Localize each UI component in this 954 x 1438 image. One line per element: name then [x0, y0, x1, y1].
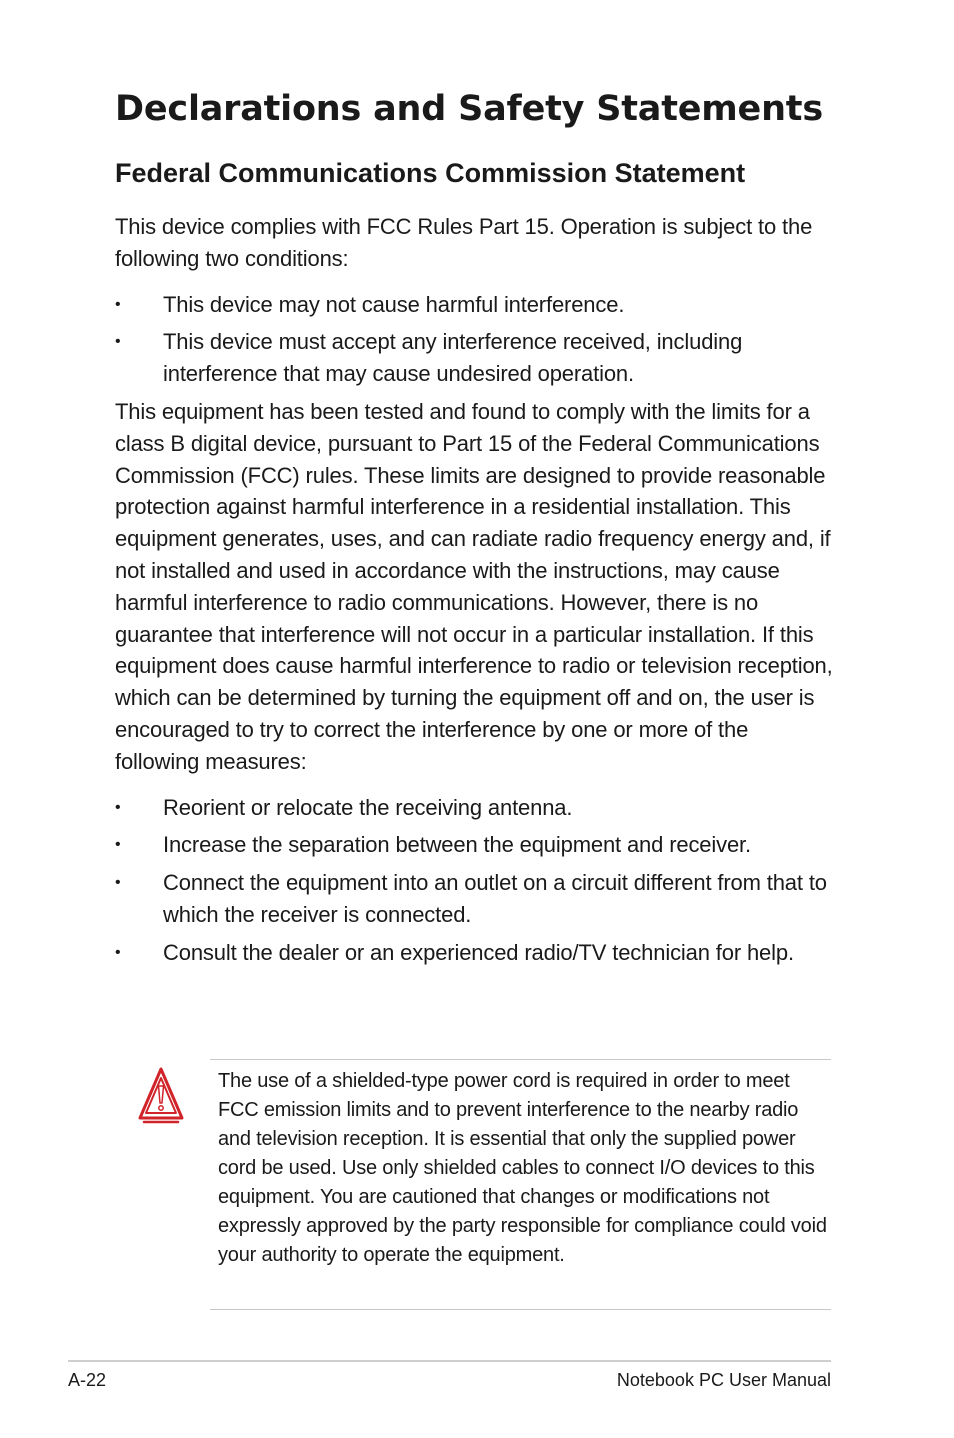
bullet-icon: • — [115, 333, 121, 351]
conditions-list — [115, 289, 835, 390]
list-item — [115, 867, 835, 931]
list-item-text: Reorient or relocate the receiving antenna. — [163, 794, 573, 820]
list-item-text: Consult the dealer or an experienced radio/TV technician for help. — [163, 939, 794, 965]
warning-icon — [136, 1066, 186, 1124]
bullet-icon: • — [115, 295, 121, 313]
list-item-text: This device may not cause harmful interference. — [163, 291, 625, 317]
bullet-icon: • — [115, 798, 121, 816]
list-item — [115, 289, 835, 321]
bullet-icon: • — [115, 874, 121, 892]
body-paragraph: This equipment has been tested and found to comply with the limits for a class B digital device, pursuant to Part 15 of the Federal Communications Commission (FCC) rules. These limits are designed to provide reasonable protection against harmful interference in a residential installation. This equipment generates, uses, and can radiate radio frequency energy and, if not installed and used in accordance with the instructions, may cause harmful interference to radio communications. However, there is no guarantee that interference will not occur in a particular installation. If this equipment does cause harmful interference to radio or television reception, which can be determined by turning the equipment off and on, the user is encouraged to try to correct the interference by one or more of the following measures: — [115, 398, 833, 774]
bullet-icon: • — [115, 943, 121, 961]
list-item — [115, 829, 835, 861]
list-item — [115, 937, 835, 969]
measures-list — [115, 792, 835, 969]
footer-divider — [68, 1360, 831, 1362]
bullet-icon: • — [115, 836, 121, 854]
page-title: Declarations and Safety Statements — [115, 89, 823, 129]
list-item-text: Increase the separation between the equipment and receiver. — [163, 832, 751, 858]
intro-paragraph: This device complies with FCC Rules Part 15. Operation is subject to the following two conditions: — [115, 214, 813, 271]
list-item-text: This device must accept any interference received, including interference that may cause undesired operation. — [163, 329, 743, 387]
list-item — [115, 792, 835, 824]
manual-title: Notebook PC User Manual — [616, 1370, 831, 1390]
list-item-text: Connect the equipment into an outlet on a circuit different from that to which the receiver is connected. — [163, 870, 827, 927]
statement-content — [115, 211, 835, 975]
note-text: The use of a shielded-type power cord is required in order to meet FCC emission limits and to prevent interference to the nearby radio and television reception. It is essential that only the supplied power cord be used. Use only shielded cables to connect I/O devices to this equipment. You are cautioned that changes or modifications not expressly approved by the party responsible for compliance could void your authority to operate the equipment. — [218, 1070, 827, 1266]
section-heading: Federal Communications Commission Statement — [115, 158, 746, 188]
page-number: A-22 — [68, 1370, 107, 1390]
list-item — [115, 326, 835, 390]
